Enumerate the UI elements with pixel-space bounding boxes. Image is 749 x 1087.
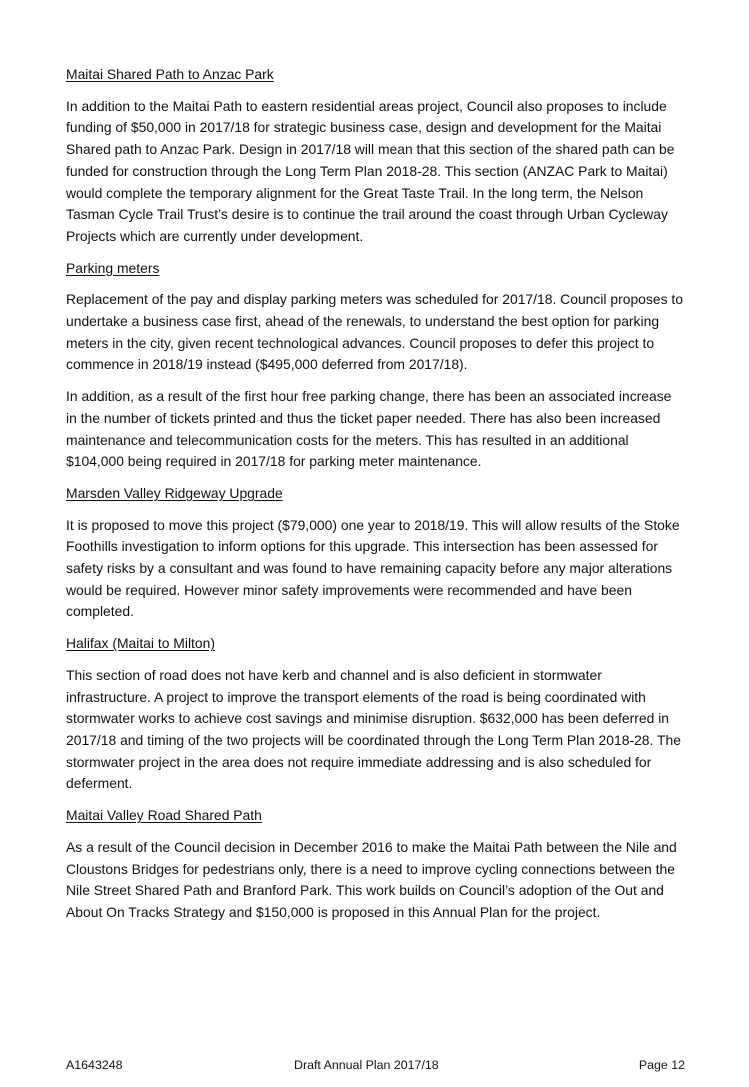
page-footer [0,1056,749,1074]
section-halifax [66,633,686,795]
paragraph: In addition, as a result of the first hour free parking change, there has been an associated increase in the number of tickets printed and thus the ticket paper needed. There has also been increased maintenance and telecommunication costs for the meters. This has resulted in an additional $104,000 being required in 2017/18 for parking meter maintenance. [66,388,672,470]
section-heading: Marsden Valley Ridgeway Upgrade [66,484,283,501]
paragraph: Replacement of the pay and display parking meters was scheduled for 2017/18. Council proposes to undertake a business case first, ahead of the renewals, to understand the best option for parking meters in the city, given recent technological advances. Council proposes to defer this project to commence in 2018/19 instead ($495,000 deferred from 2017/18). [66,291,683,373]
footer-page-number: Page 12 [638,1058,685,1072]
paragraph: This section of road does not have kerb and channel and is also deficient in stormwater infrastructure. A project to improve the transport elements of the road is being coordinated with stormwater works to achieve cost savings and minimise disruption. $632,000 has been deferred in 2017/18 and timing of the two projects will be coordinated through the Long Term Plan 2018-28. The stormwater project in the area does not require immediate addressing and is also scheduled for deferment. [66,666,681,792]
section-parking-meters [66,258,686,473]
footer-doc-title: Draft Annual Plan 2017/18 [294,1058,439,1072]
paragraph: In addition to the Maitai Path to eastern residential areas project, Council also proposes to include funding of $50,000 in 2017/18 for strategic business case, design and development for the Maitai Shared path to Anzac Park. Design in 2017/18 will mean that this section of the shared path can be funded for construction through the Long Term Plan 2018-28. This section (ANZAC Park to Maitai) would complete the temporary alignment for the Great Taste Trail. In the long term, the Nelson Tasman Cycle Trail Trust’s desire is to continue the trail around the coast through Urban Cycleway Projects which are currently under development. [66,97,675,244]
section-maitai-valley-road [66,805,686,924]
footer-doc-id: A1643248 [66,1058,123,1072]
paragraph: As a result of the Council decision in December 2016 to make the Maitai Path between the Nile and Cloustons Bridges for pedestrians only, there is a need to improve cycling connections between the Nile Street Shared Path and Branford Park. This work builds on Council’s adoption of the Out and About On Tracks Strategy and $150,000 is proposed in this Annual Plan for the project. [66,838,677,920]
document-body [66,64,686,934]
section-heading: Maitai Valley Road Shared Path [66,807,262,824]
section-heading: Parking meters [66,259,160,276]
paragraph: It is proposed to move this project ($79,000) one year to 2018/19. This will allow results of the Stoke Foothills investigation to inform options for this upgrade. This intersection has been assessed for safety risks by a consultant and was found to have remaining capacity before any major alterations would be required. However minor safety improvements were recommended and have been completed. [66,516,680,620]
section-heading: Halifax (Maitai to Milton) [66,635,215,652]
section-marsden-valley-ridgeway [66,483,686,623]
section-maitai-shared-path [66,64,686,248]
section-heading: Maitai Shared Path to Anzac Park [66,66,274,82]
